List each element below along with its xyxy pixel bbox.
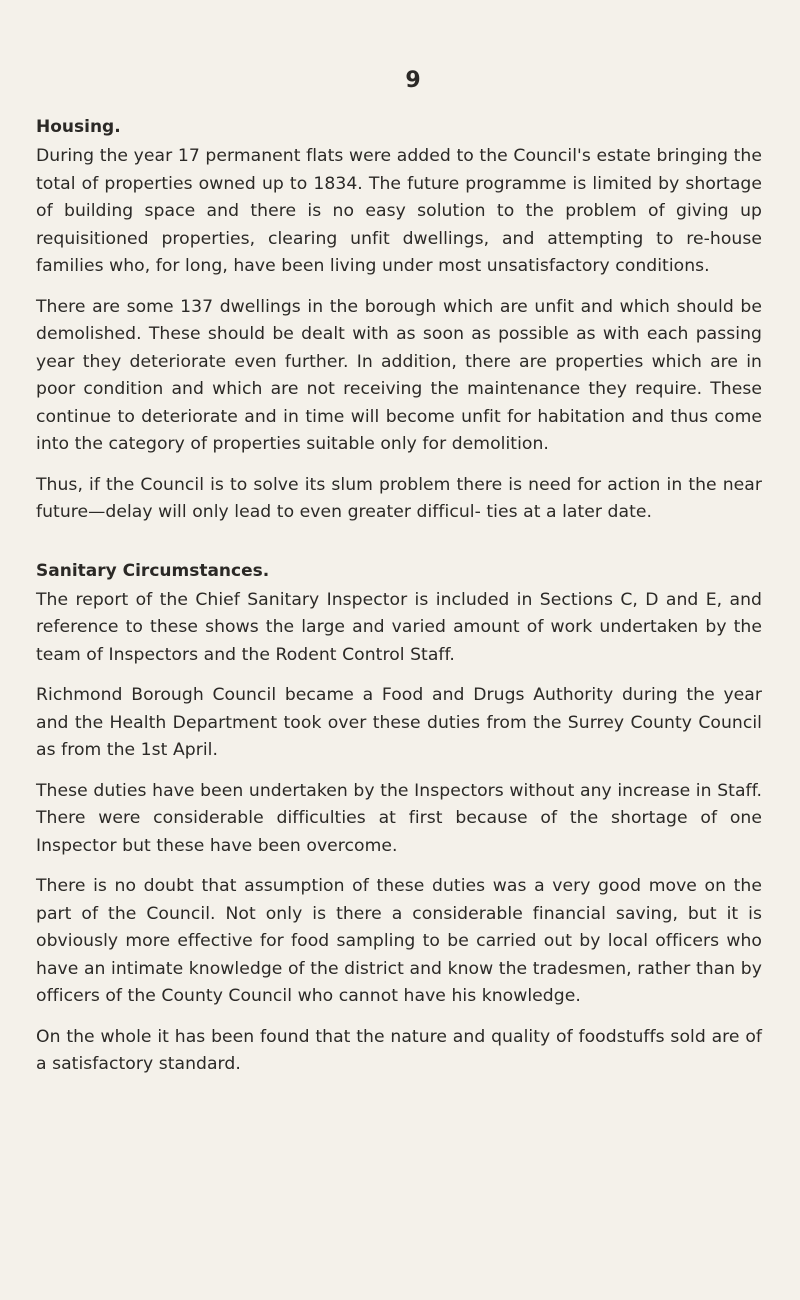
section-sanitary-circumstances [36,561,762,1079]
section-heading-sanitary-circumstances: Sanitary Circumstances. [36,560,270,581]
paragraph: Thus, if the Council is to solve its slum problem there is need for action in the near future—delay will only lead to even greater difficul- ties at a later date. [36,474,762,522]
section-housing [36,117,762,527]
document-page [36,68,762,1092]
paragraph: On the whole it has been found that the nature and quality of foodstuffs sold are of a satisfactory standard. [36,1026,762,1074]
paragraph: The report of the Chief Sanitary Inspector is included in Sections C, D and E, and reference to these shows the large and varied amount of work undertaken by the team of Inspectors and the Rodent Control Staff. [36,589,762,665]
section-heading-housing: Housing. [36,117,121,137]
paragraph: There are some 137 dwellings in the borough which are unfit and which should be demolished. These should be dealt with as soon as possible as with each passing year they deteriorate even further. In addition, there are properties which are in poor condition and which are not receiving the maintenance they require. These continue to deteriorate and in time will become unfit for habitation and thus come into the category of properties suitable only for demolition. [36,296,762,454]
paragraph: During the year 17 permanent flats were added to the Council's estate bringing the total of properties owned up to 1834. The future programme is limited by shortage of building space and there is no easy solution to the problem of giving up requisitioned properties, clearing unfit dwellings, and attempting to re-house families who, for long, have been living under most unsatisfactory conditions. [36,146,762,276]
page-number: 9 [405,68,421,93]
paragraph: Richmond Borough Council became a Food and Drugs Authority during the year and the Health Department took over these duties from the Surrey County Council as from the 1st April. [36,685,762,760]
paragraph: These duties have been undertaken by the Inspectors without any increase in Staff. There were considerable difficulties at first because of the shortage of one Inspector but these have been overcome. [36,780,762,856]
paragraph: There is no doubt that assumption of these duties was a very good move on the part of the Council. Not only is there a considerable financial saving, but it is obviously more effective for food sampling to be carried out by local officers who have an intimate knowledge of the district and know the tradesmen, rather than by officers of the County Council who cannot have his knowledge. [36,876,762,1006]
